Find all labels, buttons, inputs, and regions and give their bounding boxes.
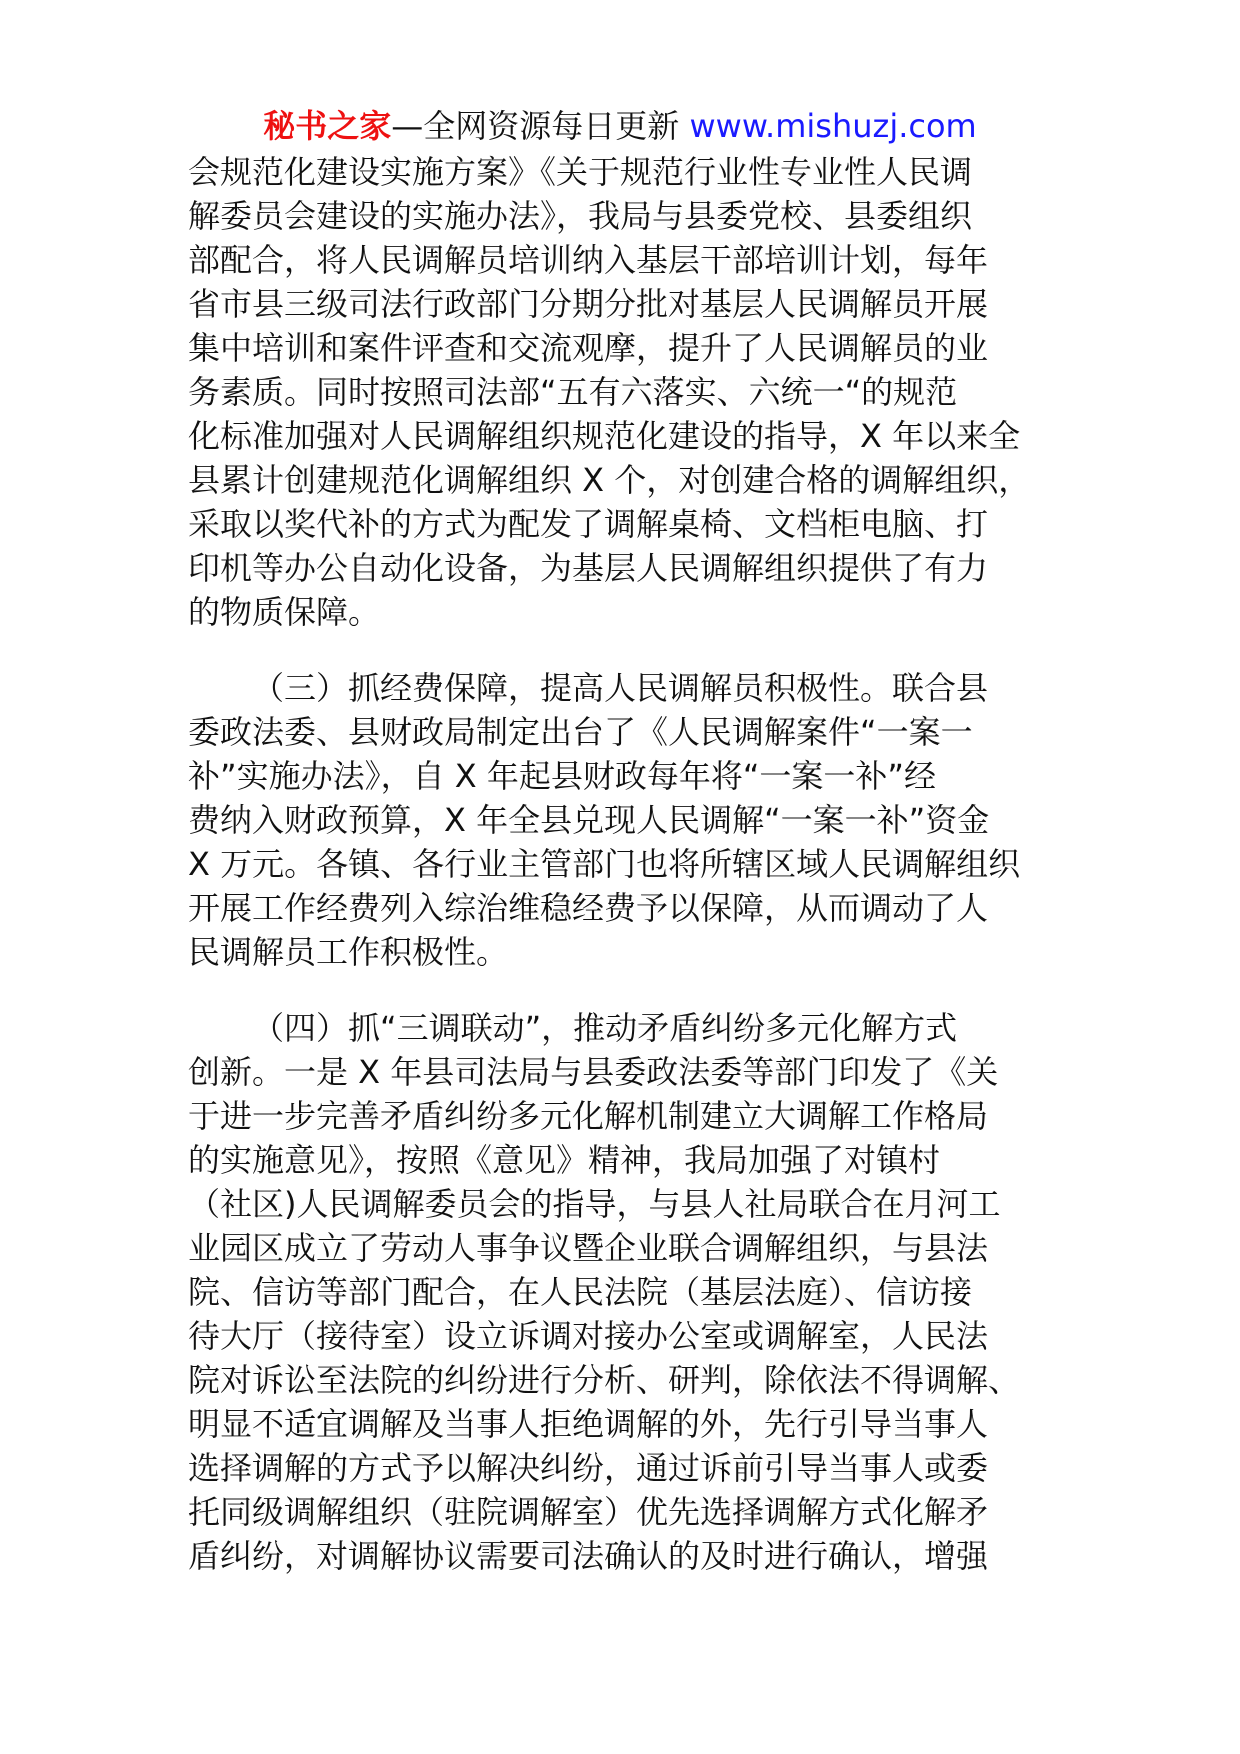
brand-name: 秘书之家 — [263, 107, 392, 145]
text-line: 明显不适宜调解及当事人拒绝调解的外，先行引导当事人 — [188, 1405, 989, 1443]
text-line: 院、信访等部门配合，在人民法院（基层法庭）、信访接 — [188, 1273, 973, 1311]
text-line: 托同级调解组织（驻院调解室）优先选择调解方式化解矛 — [188, 1493, 989, 1531]
text-line: X 万元。各镇、各行业主管部门也将所辖区域人民调解组织 — [188, 845, 1021, 883]
text-line: 盾纠纷，对调解协议需要司法确认的及时进行确认，增强 — [188, 1537, 989, 1575]
text-line: 待大厅（接待室）设立诉调对接办公室或调解室，人民法 — [188, 1317, 989, 1355]
text-line: 业园区成立了劳动人事争议暨企业联合调解组织，与县法 — [188, 1229, 989, 1267]
text-line: 创新。一是 X 年县司法局与县委政法委等部门印发了《关 — [188, 1053, 999, 1091]
text-line: 集中培训和案件评查和交流观摩，提升了人民调解员的业 — [188, 329, 989, 367]
text-line: 采取以奖代补的方式为配发了调解桌椅、文档柜电脑、打 — [188, 505, 989, 543]
paragraph-funding — [188, 666, 1058, 974]
text-line: （社区)人民调解委员会的指导，与县人社局联合在月河工 — [188, 1185, 1001, 1223]
paragraph-linkage — [188, 1006, 1058, 1578]
text-line: 化标准加强对人民调解组织规范化建设的指导，X 年以来全 — [188, 417, 1021, 455]
text-line: 选择调解的方式予以解决纠纷，通过诉前引导当事人或委 — [188, 1449, 989, 1487]
text-line: 民调解员工作积极性。 — [188, 933, 509, 971]
document-body — [188, 150, 1058, 1578]
text-line: （四）抓“三调联动”，推动矛盾纠纷多元化解方式 — [252, 1009, 958, 1047]
text-line: 的物质保障。 — [188, 593, 381, 631]
text-line: 县累计创建规范化调解组织 X 个，对创建合格的调解组织， — [188, 461, 1031, 499]
text-line: 院对诉讼至法院的纠纷进行分析、研判，除依法不得调解、 — [188, 1361, 1021, 1399]
text-line: 解委员会建设的实施办法》，我局与县委党校、县委组织 — [188, 197, 973, 235]
text-line: 的实施意见》，按照《意见》精神，我局加强了对镇村 — [188, 1141, 941, 1179]
text-line: 部配合，将人民调解员培训纳入基层干部培训计划，每年 — [188, 241, 989, 279]
site-header — [0, 104, 1240, 148]
paragraph-continuation — [188, 150, 1058, 634]
text-line: （三）抓经费保障，提高人民调解员积极性。联合县 — [252, 669, 989, 707]
text-line: 补”实施办法》，自 X 年起县财政每年将“一案一补”经 — [188, 757, 937, 795]
text-line: 务素质。同时按照司法部“五有六落实、六统一“的规范 — [188, 373, 958, 411]
site-url-link[interactable]: www.mishuzj.com — [689, 107, 977, 145]
text-line: 费纳入财政预算，X 年全县兑现人民调解“一案一补”资金 — [188, 801, 990, 839]
text-line: 会规范化建设实施方案》《关于规范行业性专业性人民调 — [188, 153, 973, 191]
text-line: 印机等办公自动化设备，为基层人民调解组织提供了有力 — [188, 549, 989, 587]
text-line: 委政法委、县财政局制定出台了《人民调解案件“一案一 — [188, 713, 973, 751]
text-line: 于进一步完善矛盾纠纷多元化解机制建立大调解工作格局 — [188, 1097, 989, 1135]
header-tagline: —全网资源每日更新 — [391, 107, 690, 145]
text-line: 省市县三级司法行政部门分期分批对基层人民调解员开展 — [188, 285, 989, 323]
text-line: 开展工作经费列入综治维稳经费予以保障，从而调动了人 — [188, 889, 989, 927]
